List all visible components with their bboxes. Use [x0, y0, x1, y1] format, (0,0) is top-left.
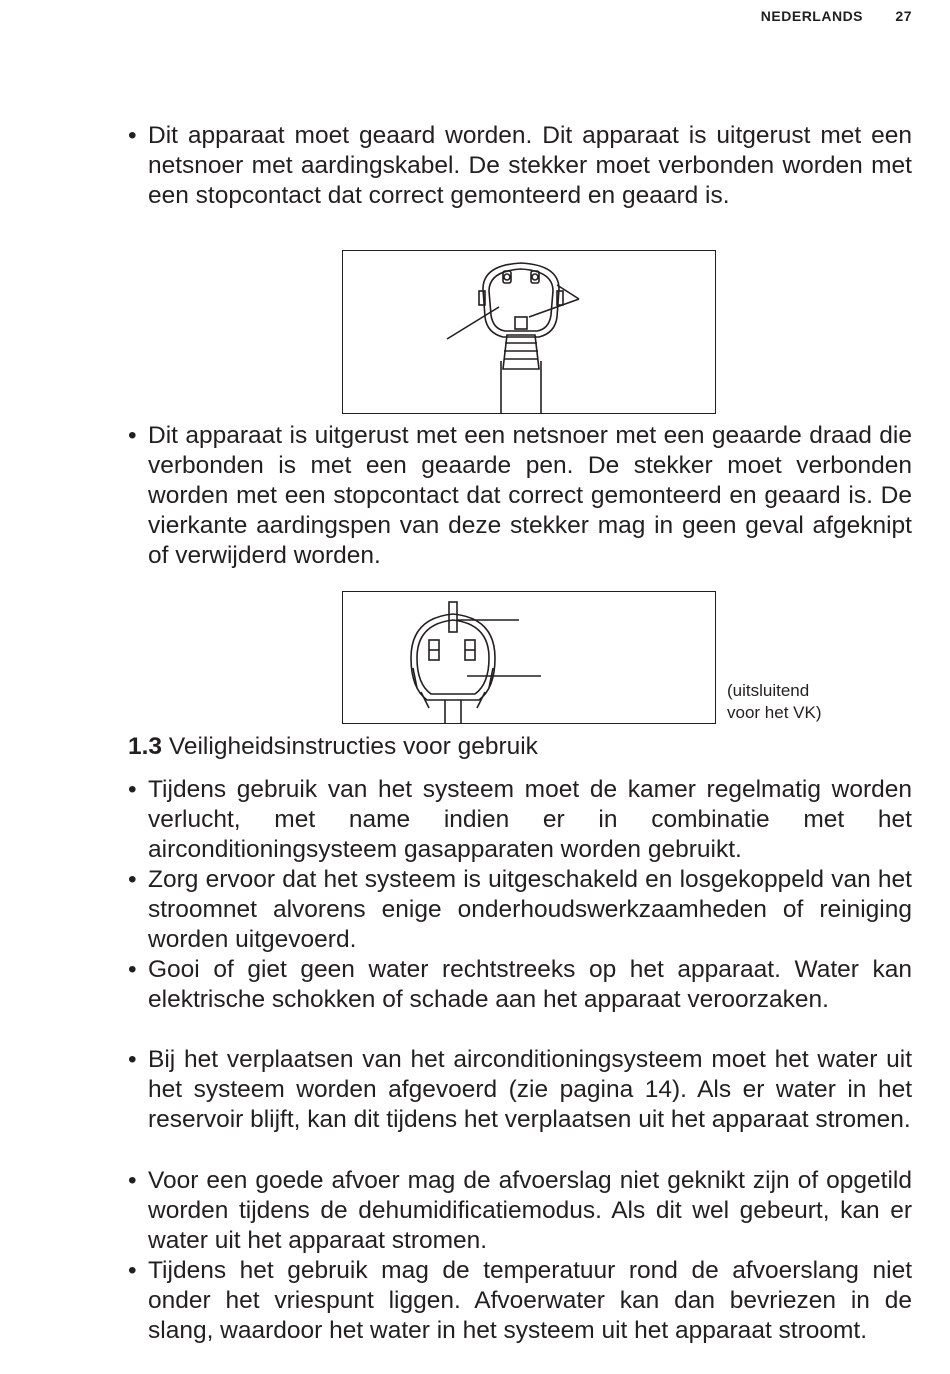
- bullet-dot: •: [128, 776, 137, 803]
- bullet-dot: •: [128, 1167, 137, 1194]
- bullet-dot: •: [128, 956, 137, 983]
- page-number: 27: [895, 8, 912, 24]
- schuko-plug-figure: [342, 250, 716, 414]
- list-item-text: Zorg ervoor dat het systeem is uitgeschakeld en losgekoppeld van het stroomnet alvorens enige onderhoudswerkzaamheden of reiniging worden uitgevoerd.: [148, 866, 912, 953]
- list-item-text: Tijdens het gebruik mag de temperatuur rond de afvoerslang niet onder het vriespunt liggen. Afvoerwater kan dan bevriezen in de slang, waardoor het water in het systeem uit het apparaat stroomt.: [148, 1257, 912, 1344]
- list-item: [128, 775, 912, 865]
- list-item: [128, 1256, 912, 1346]
- figure-note: [727, 680, 822, 724]
- list-item: [128, 1166, 912, 1256]
- language-label: NEDERLANDS: [760, 8, 864, 24]
- schuko-plug-illustration: [343, 251, 715, 413]
- list-item: [128, 421, 912, 571]
- bullet-dot: •: [128, 422, 137, 449]
- list-item-text: Dit apparaat is uitgerust met een netsnoer met een geaarde draad die verbonden is met een geaarde pen. De stekker moet verbonden worden met een stopcontact dat correct gemonteerd en geaard is. De vierkante aardingspen van deze stekker mag in geen geval afgeknipt of verwijderd worden.: [148, 422, 912, 569]
- list-item-text: Voor een goede afvoer mag de afvoerslag niet geknikt zijn of opgetild worden tijdens de dehumidificatiemodus. Als dit wel gebeurt, kan er water uit het apparaat stromen.: [148, 1167, 912, 1254]
- uk-plug-figure: [342, 591, 716, 724]
- list-item: [128, 865, 912, 955]
- uk-plug-illustration: [343, 592, 715, 723]
- list-item-text: Tijdens gebruik van het systeem moet de kamer regelmatig worden verlucht, met name indien er in combinatie met het airconditioningsysteem gasapparaten worden gebruikt.: [148, 776, 912, 863]
- section-number: 1.3: [128, 733, 163, 760]
- section-heading: [128, 732, 538, 762]
- bullet-dot: •: [128, 866, 137, 893]
- page-header: [761, 8, 912, 24]
- list-item: [128, 955, 912, 1015]
- list-item-text: Gooi of giet geen water rechtstreeks op het apparaat. Water kan elektrische schokken of schade aan het apparaat veroorzaken.: [148, 956, 912, 1013]
- bullet-dot: •: [128, 122, 137, 149]
- list-item-text: Dit apparaat moet geaard worden. Dit apparaat is uitgerust met een netsnoer met aardingskabel. De stekker moet verbonden worden met een stopcontact dat correct gemonteerd en geaard is.: [148, 122, 912, 209]
- figure-note-line: voor het VK): [727, 703, 822, 722]
- bullet-dot: •: [128, 1046, 137, 1073]
- list-item-text: Bij het verplaatsen van het airconditioningsysteem moet het water uit het systeem worden afgevoerd (zie pagina 14). Als er water in het reservoir blijft, kan dit tijdens het verplaatsen uit het apparaat stromen.: [148, 1046, 912, 1133]
- list-item: [128, 1045, 912, 1135]
- list-item: [128, 121, 912, 211]
- section-title: Veiligheidsinstructies voor gebruik: [168, 733, 538, 760]
- bullet-dot: •: [128, 1257, 137, 1284]
- figure-note-line: (uitsluitend: [727, 681, 810, 700]
